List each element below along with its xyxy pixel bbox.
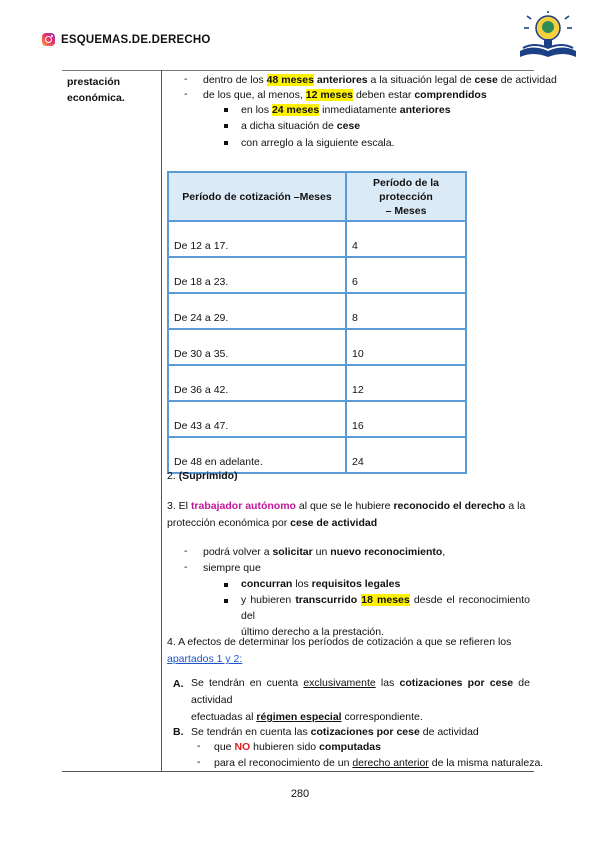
square-bullet (224, 583, 228, 587)
intro-sub-1: en los 24 meses inmediatamente anteriores (241, 104, 451, 116)
top-rule (62, 70, 534, 71)
item-a-text: Se tendrán en cuenta exclusivamente las cotizaciones por cese de actividad efectuadas al régimen especial correspondiente. (191, 677, 530, 723)
table-row: De 36 a 42. 12 (168, 365, 466, 401)
page-number: 280 (290, 788, 310, 800)
dash-bullet: - (184, 73, 188, 85)
item-b-text: Se tendrán en cuenta las cotizaciones por cese de actividad (191, 726, 479, 738)
table-row: De 48 en adelante. 24 (168, 437, 466, 473)
square-bullet (224, 141, 228, 145)
column-divider (161, 70, 162, 771)
intro-sub-2: a dicha situación de cese (241, 120, 361, 132)
p3-sub-1: concurran los requisitos legales (241, 578, 401, 590)
lightbulb-book-logo (515, 11, 581, 63)
bottom-rule (62, 771, 534, 772)
square-bullet (224, 124, 228, 128)
p3-item-1: podrá volver a solicitar un nuevo reconocimiento, (203, 546, 446, 558)
table-header-proteccion: Período de la protección – Meses (346, 172, 466, 221)
paragraph-3: 3. El trabajador autónomo al que se le hubiere reconocido el derecho a la protección económica por cese de actividad (167, 500, 526, 529)
dash-bullet: - (184, 88, 188, 100)
intro-line-1: dentro de los 48 meses anteriores a la situación legal de cese de actividad (203, 74, 557, 86)
intro-line-2: de los que, al menos, 12 meses deben estar comprendidos (203, 89, 487, 101)
intro-sub-3: con arreglo a la siguiente escala. (241, 137, 395, 149)
p3-item-2: siempre que (203, 562, 261, 574)
dash-bullet: - (184, 545, 188, 557)
item-a-marker: A. (173, 678, 184, 690)
instagram-icon (42, 33, 55, 46)
row-label: prestación económica. (67, 76, 125, 104)
table-row: De 24 a 29. 8 (168, 293, 466, 329)
dash-bullet: - (197, 740, 201, 752)
item-b-marker: B. (173, 726, 184, 738)
paragraph-4: 4. A efectos de determinar los períodos de cotización a que se refieren los apartados 1 y 2: (167, 636, 512, 665)
table-header-cotizacion: Período de cotización –Meses (168, 172, 346, 221)
contribution-scale-table (167, 171, 467, 474)
table-row: De 12 a 17. 4 (168, 221, 466, 257)
table-row: De 18 a 23. 6 (168, 257, 466, 293)
p3-sub-2: y hubieren transcurrido 18 meses desde el reconocimiento del último derecho a la prestación. (241, 594, 530, 638)
table-row: De 30 a 35. 10 (168, 329, 466, 365)
table-row: De 43 a 47. 16 (168, 401, 466, 437)
apartados-link[interactable]: apartados 1 y 2: (167, 653, 243, 665)
paragraph-2: 2. (Suprimido) (167, 470, 238, 482)
brand-name: ESQUEMAS.DE.DERECHO (61, 33, 211, 46)
dash-bullet: - (197, 756, 201, 768)
square-bullet (224, 599, 228, 603)
dash-bullet: - (184, 561, 188, 573)
brand (42, 33, 211, 46)
item-b-sub-2: para el reconocimiento de un derecho anterior de la misma naturaleza. (214, 757, 544, 769)
item-b-sub-1: que NO hubieren sido computadas (214, 741, 381, 753)
square-bullet (224, 108, 228, 112)
